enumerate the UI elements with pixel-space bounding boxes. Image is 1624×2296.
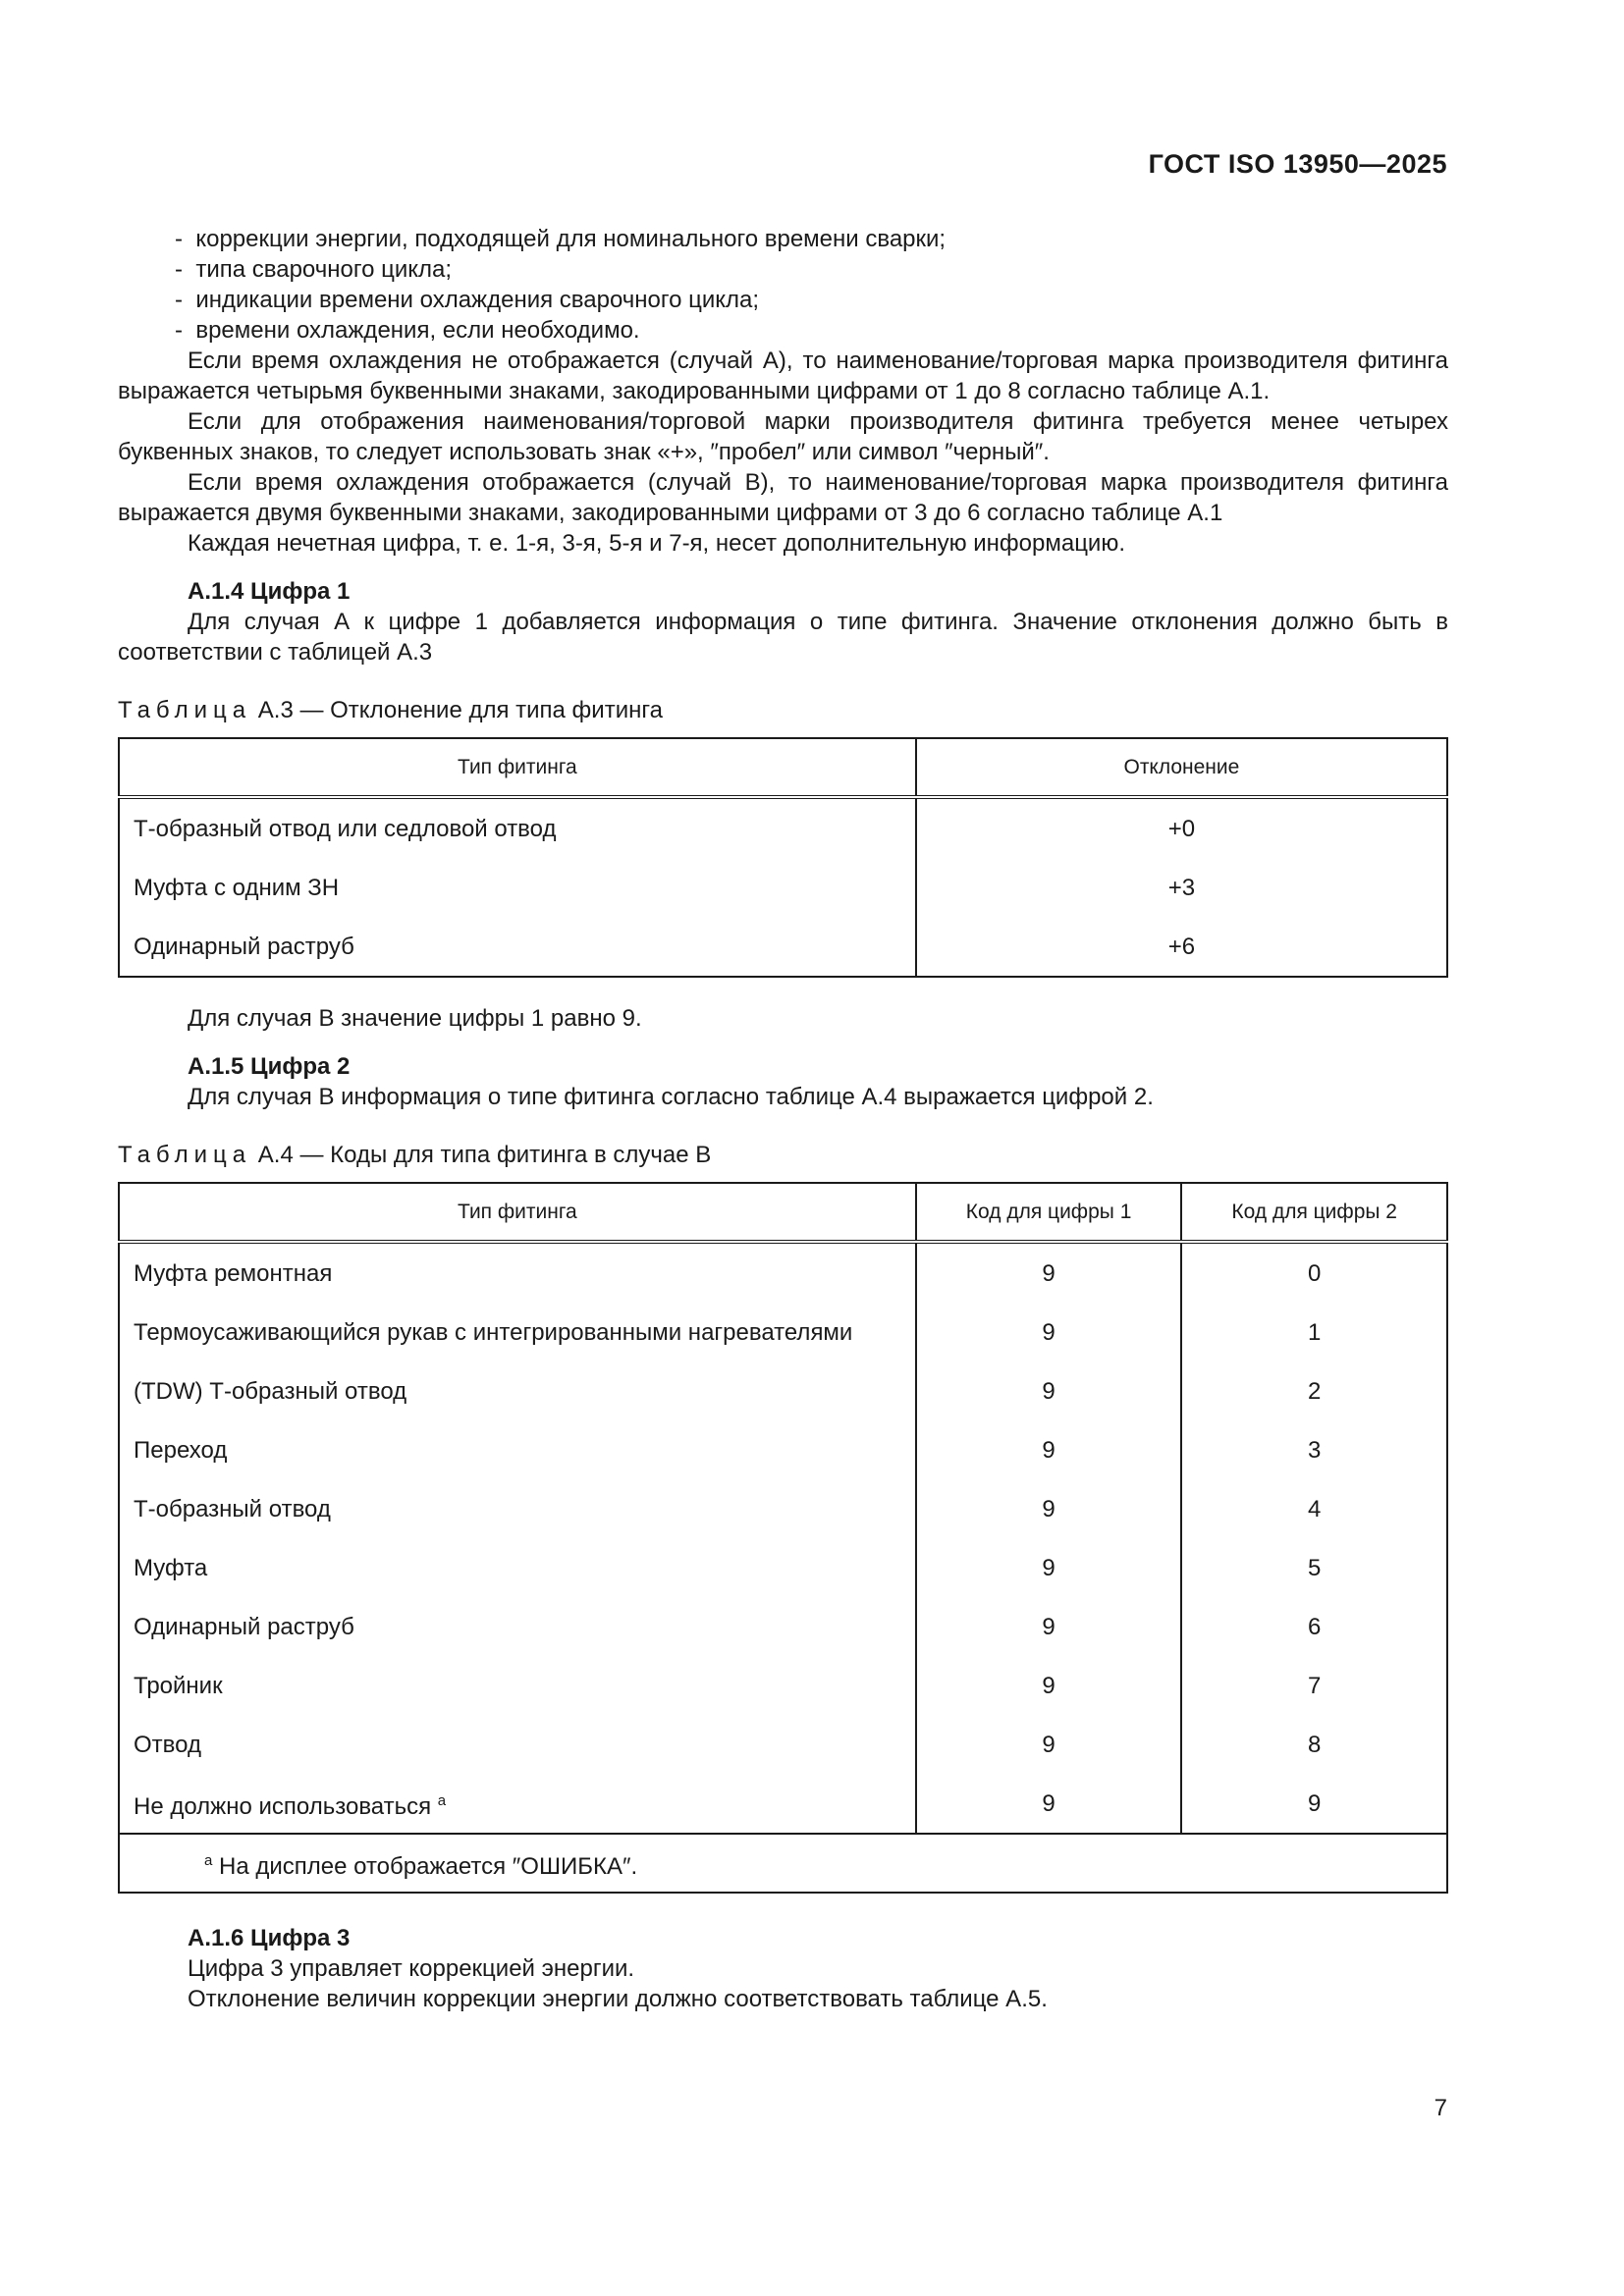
paragraph: Если для отображения наименования/торговой марки производителя фитинга требуется менее четырех буквенных знаков, то следует использовать знак «+», ″пробел″ или символ ″черный″. [118, 408, 1448, 465]
fitting-type-cell: Одинарный раструб [119, 1597, 916, 1656]
code-digit2-cell: 5 [1308, 1554, 1322, 1581]
code-digit2-cell: 3 [1308, 1436, 1322, 1464]
code-digit1-cell: 9 [916, 1597, 1182, 1656]
table-row [119, 1774, 1447, 1834]
page-content [118, 224, 1448, 2014]
code-digit2-cell: 6 [1308, 1613, 1322, 1640]
bullet-item: - времени охлаждения, если необходимо. [175, 317, 640, 344]
deviation-cell: +3 [1167, 874, 1196, 901]
fitting-type-cell [119, 1774, 916, 1834]
code-digit1-cell: 9 [916, 1242, 1182, 1303]
paragraph: Каждая нечетная цифра, т. е. 1-я, 3-я, 5-я и 7-я, несет дополнительную информацию. [188, 530, 1126, 557]
paragraph: Если время охлаждения не отображается (случай A), то наименование/торговая марка производителя фитинга выражается четырьмя буквенными знаками, закодированными цифрами от 1 до 8 согласно таблице А.1. [118, 347, 1448, 404]
caption-prefix: Таблица [118, 697, 252, 723]
table-caption [118, 695, 1448, 725]
code-digit2-cell: 2 [1308, 1377, 1322, 1405]
paragraph: Для случая А к цифре 1 добавляется информация о типе фитинга. Значение отклонения должно быть в соответствии с таблицей А.3 [118, 609, 1448, 666]
table-footnote-row [119, 1834, 1447, 1893]
table-a3 [118, 737, 1448, 978]
footnote-marker: a [437, 1791, 447, 1809]
code-digit2-cell: 4 [1308, 1495, 1322, 1522]
code-digit1-cell: 9 [916, 1479, 1182, 1538]
table-a4 [118, 1182, 1448, 1894]
fitting-type-cell: Т-образный отвод [119, 1479, 916, 1538]
code-digit1-cell: 9 [916, 1774, 1182, 1834]
paragraph: Если время охлаждения отображается (случай В), то наименование/торговая марка производителя фитинга выражается двумя буквенными знаками, закодированными цифрами от 3 до 6 согласно таблице А.1 [118, 469, 1448, 526]
column-header: Код для цифры 2 [1181, 1183, 1447, 1242]
fitting-type-cell: Отвод [119, 1715, 916, 1774]
bullet-text: коррекции энергии, подходящей для номинального времени сварки; [195, 226, 947, 252]
paragraph: Для случая В информация о типе фитинга согласно таблице А.4 выражается цифрой 2. [188, 1084, 1154, 1110]
table-caption [118, 1140, 1448, 1170]
column-header: Отклонение [916, 738, 1447, 797]
deviation-cell: +6 [1167, 933, 1196, 960]
column-header: Тип фитинга [119, 1183, 916, 1242]
code-digit1-cell: 9 [916, 1538, 1182, 1597]
bullet-item: - индикации времени охлаждения сварочного цикла; [175, 287, 760, 313]
table-row [119, 1479, 1447, 1538]
caption-text: А.4 — Коды для типа фитинга в случае В [251, 1142, 712, 1168]
table-row [119, 858, 1447, 917]
fitting-type-text: Не должно использоваться [134, 1792, 432, 1820]
paragraph: Отклонение величин коррекции энергии должно соответствовать таблице А.5. [188, 1986, 1048, 2012]
fitting-type-cell: Муфта ремонтная [119, 1242, 916, 1303]
fitting-type-cell: Тройник [119, 1656, 916, 1715]
code-digit1-cell: 9 [916, 1715, 1182, 1774]
fitting-type-cell: Муфта [119, 1538, 916, 1597]
paragraph: Цифра 3 управляет коррекцией энергии. [188, 1955, 635, 1982]
fitting-type-cell: Термоусаживающийся рукав с интегрированными нагревателями [119, 1303, 916, 1362]
column-header: Код для цифры 1 [916, 1183, 1182, 1242]
table-row [119, 1420, 1447, 1479]
footnote-marker: a [204, 1851, 213, 1869]
fitting-type-cell: (TDW) Т-образный отвод [119, 1362, 916, 1420]
table-row [119, 917, 1447, 977]
code-digit2-cell: 8 [1308, 1731, 1322, 1758]
bullet-text: времени охлаждения, если необходимо. [195, 317, 640, 344]
code-digit2-cell: 0 [1308, 1259, 1322, 1287]
code-digit2-cell: 1 [1308, 1318, 1322, 1346]
bullet-text: индикации времени охлаждения сварочного цикла; [195, 287, 760, 313]
fitting-type-cell: Муфта с одним ЗН [119, 858, 916, 917]
table-footnote [119, 1834, 1447, 1893]
section-heading: А.1.4 Цифра 1 [188, 578, 351, 605]
caption-text: А.3 — Отклонение для типа фитинга [251, 697, 663, 723]
deviation-cell: +0 [1167, 815, 1196, 842]
table-row [119, 1242, 1447, 1303]
column-header: Тип фитинга [119, 738, 916, 797]
code-digit2-cell: 9 [1308, 1789, 1322, 1817]
table-row [119, 1656, 1447, 1715]
fitting-type-cell: Одинарный раструб [119, 917, 916, 977]
fitting-type-cell: Переход [119, 1420, 916, 1479]
bullet-text: типа сварочного цикла; [195, 256, 453, 283]
footnote-text: На дисплее отображается ″ОШИБКА″. [212, 1852, 638, 1880]
section-heading: А.1.5 Цифра 2 [188, 1053, 351, 1080]
document-header: ГОСТ ISO 13950—2025 [1148, 149, 1447, 179]
table-row [119, 1538, 1447, 1597]
table-row [119, 1597, 1447, 1656]
code-digit1-cell: 9 [916, 1656, 1182, 1715]
bullet-item: - типа сварочного цикла; [175, 256, 453, 283]
fitting-type-cell: Т-образный отвод или седловой отвод [119, 797, 916, 858]
table-row [119, 1303, 1447, 1362]
code-digit2-cell: 7 [1308, 1672, 1322, 1699]
code-digit1-cell: 9 [916, 1420, 1182, 1479]
paragraph: Для случая В значение цифры 1 равно 9. [188, 1005, 642, 1032]
code-digit1-cell: 9 [916, 1362, 1182, 1420]
table-row [119, 1715, 1447, 1774]
bullet-item: - коррекции энергии, подходящей для номинального времени сварки; [175, 226, 947, 252]
caption-prefix: Таблица [118, 1142, 252, 1168]
table-row [119, 797, 1447, 858]
code-digit1-cell: 9 [916, 1303, 1182, 1362]
section-heading: А.1.6 Цифра 3 [188, 1925, 351, 1951]
table-row [119, 1362, 1447, 1420]
page-number: 7 [1434, 2095, 1447, 2121]
